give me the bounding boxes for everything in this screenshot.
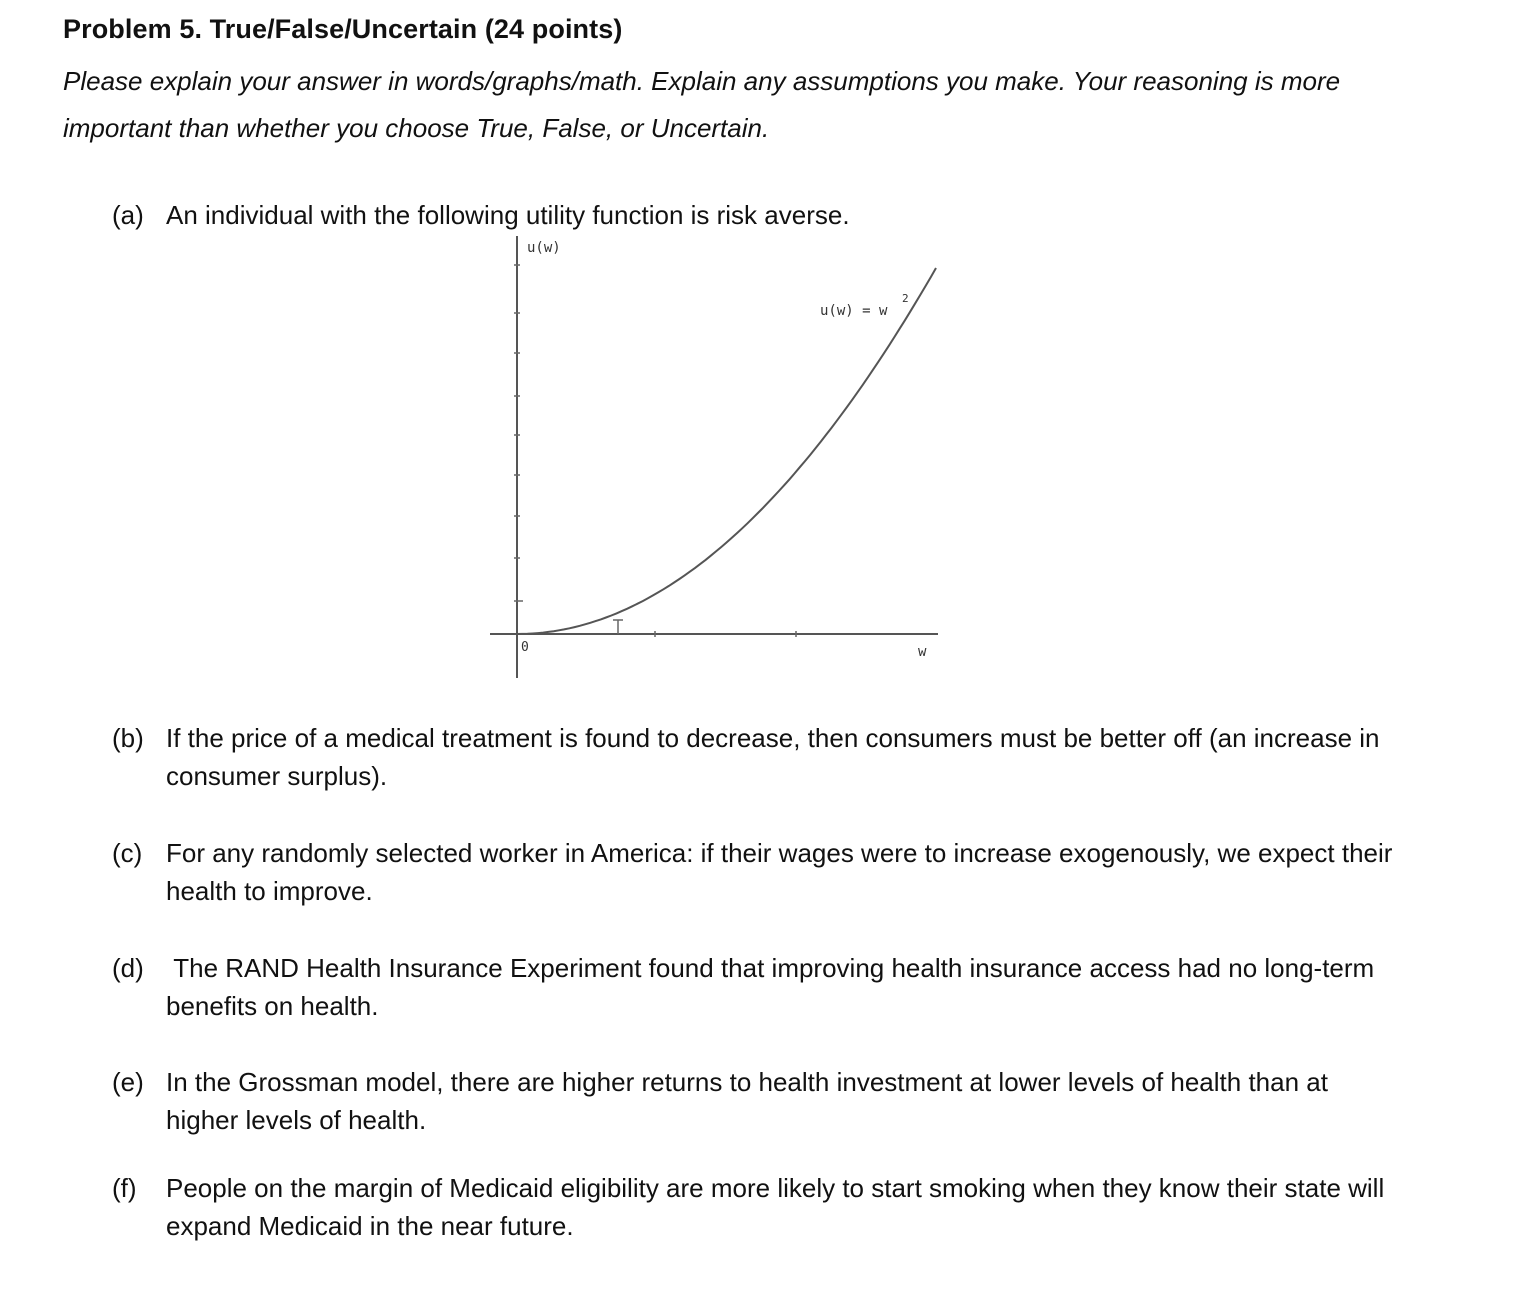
question-d-text: The RAND Health Insurance Experiment found that improving health insurance access had no long-term benefits on health. — [166, 953, 1382, 1021]
question-a-text: An individual with the following utility function is risk averse. — [166, 200, 850, 230]
question-a-label: (a) — [112, 200, 144, 230]
curve-label: u(w) = w — [820, 303, 888, 319]
question-b-label: (b) — [112, 723, 144, 753]
utility-graph — [470, 228, 970, 688]
y-axis-label: u(w) — [527, 240, 561, 256]
problem-title: Problem 5. True/False/Uncertain (24 points) — [63, 14, 623, 44]
utility-curve — [517, 268, 936, 634]
question-f-text: People on the margin of Medicaid eligibility are more likely to start smoking when they know their state will expand Medicaid in the near future. — [166, 1173, 1385, 1241]
question-c-label: (c) — [112, 838, 143, 868]
question-c-text: For any randomly selected worker in America: if their wages were to increase exogenously, we expect their health to improve. — [166, 838, 1393, 906]
curve-label-exponent: 2 — [902, 292, 909, 305]
utility-graph-svg — [470, 228, 970, 688]
origin-label: 0 — [521, 640, 529, 655]
x-axis-label: w — [918, 644, 927, 660]
question-e-label: (e) — [112, 1067, 144, 1097]
problem-instructions: Please explain your answer in words/graphs/math. Explain any assumptions you make. Your reasoning is more important than whether you choose True, False, or Uncertain. — [63, 66, 1341, 143]
question-b-text: If the price of a medical treatment is found to decrease, then consumers must be better off (an increase in consumer surplus). — [166, 723, 1380, 791]
question-d-label: (d) — [112, 953, 144, 983]
question-f-label: (f) — [112, 1173, 137, 1203]
y-axis-ticks — [514, 265, 523, 601]
question-e-text: In the Grossman model, there are higher returns to health investment at lower levels of health than at higher levels of health. — [166, 1067, 1328, 1135]
